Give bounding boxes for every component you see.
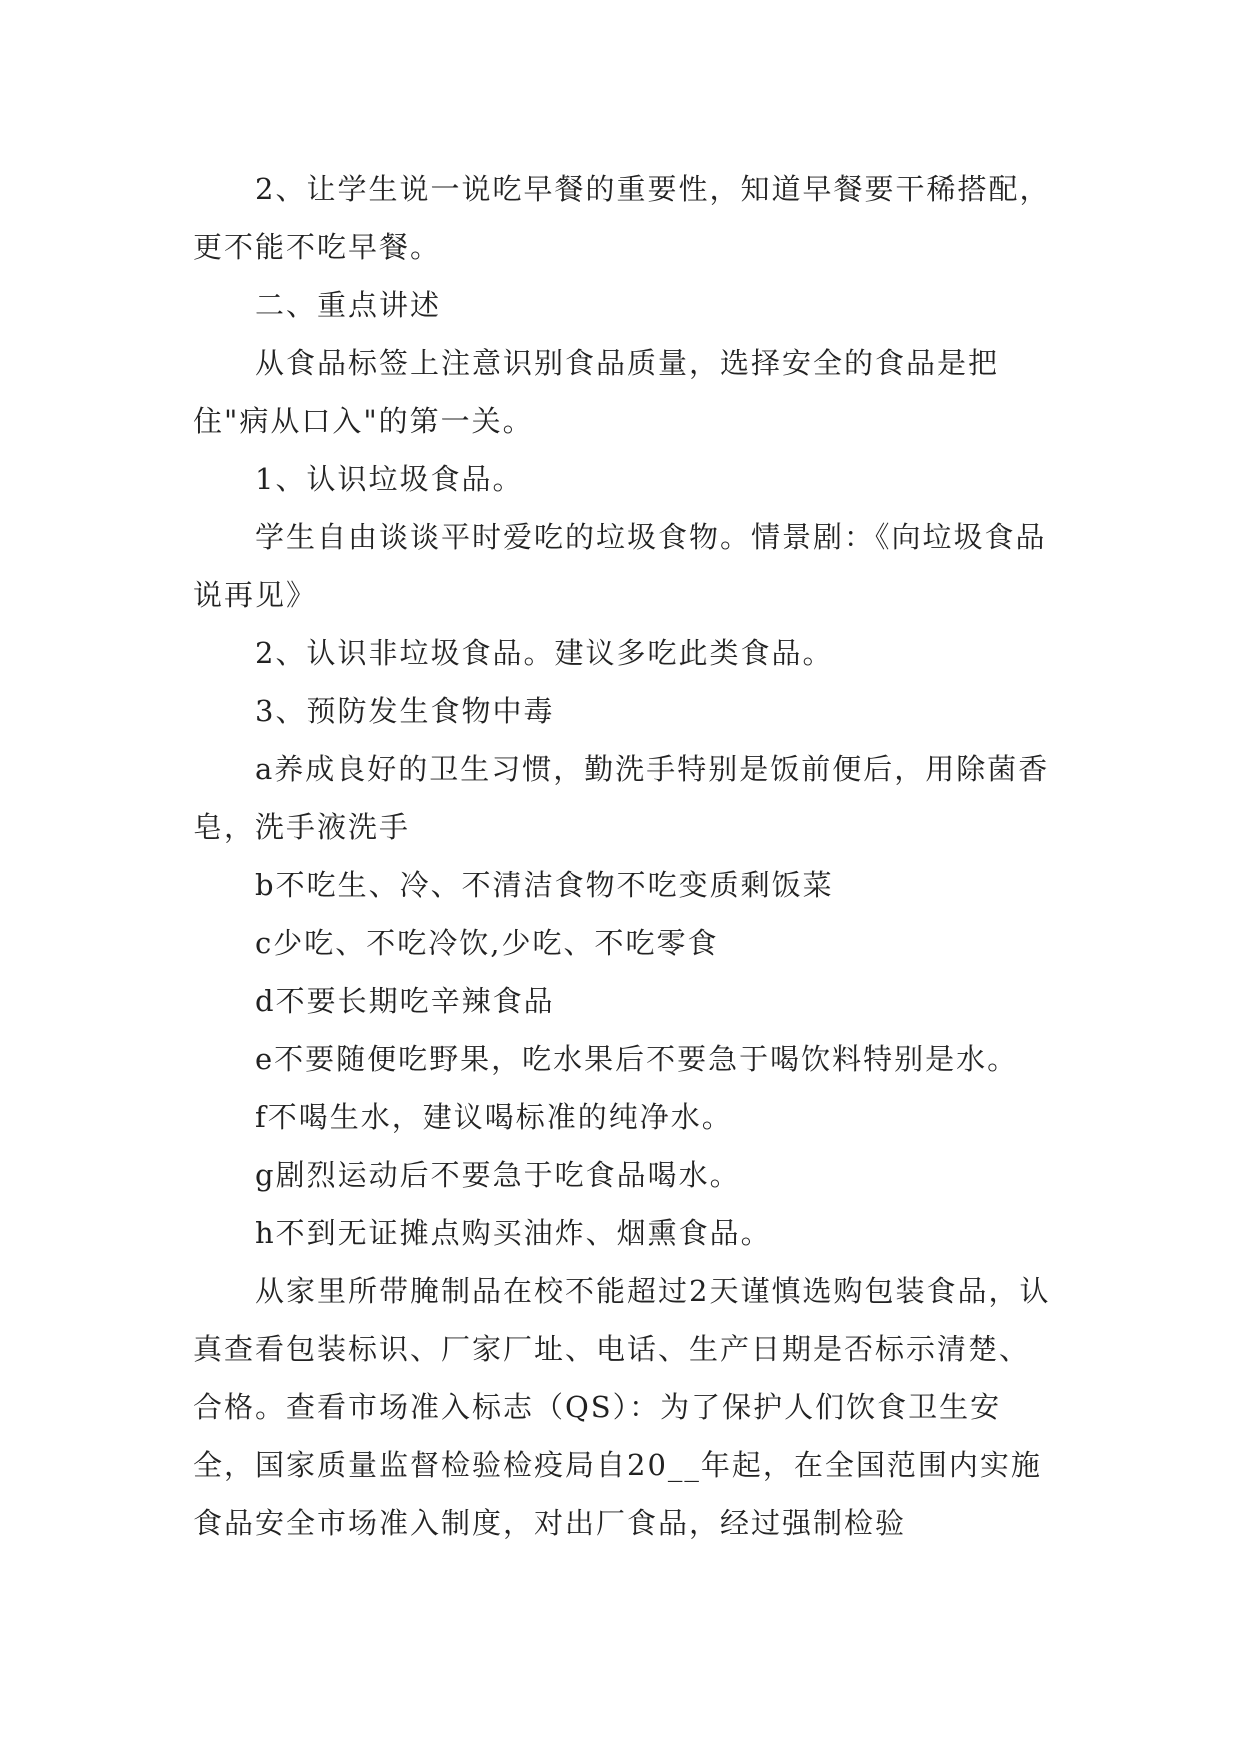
list-item-d: d不要长期吃辛辣食品 (255, 984, 555, 1018)
list-item-non-junk-food: 2、认识非垃圾食品。建议多吃此类食品。 (255, 636, 834, 670)
list-item-a: a养成良好的卫生习惯，勤洗手特别是饭前便后，用除菌香皂，洗手液洗手 (193, 752, 1050, 844)
list-item-junk-food: 1、认识垃圾食品。 (255, 462, 524, 496)
list-item-e: e不要随便吃野果，吃水果后不要急于喝饮料特别是水。 (255, 1042, 1019, 1076)
paragraph-packaged-food: 从家里所带腌制品在校不能超过2天谨慎选购包装食品，认真查看包装标识、厂家厂址、电话、生产日期是否标示清楚、合格。查看市场准入标志（QS）：为了保护人们饮食卫生安全，国家质量监督检验检疫局自20__年起，在全国范围内实施食品安全市场准入制度，对出厂食品，经过强制检验 (193, 1274, 1051, 1540)
list-item-f: f不喝生水，建议喝标准的纯净水。 (255, 1100, 733, 1134)
list-item-food-poisoning: 3、预防发生食物中毒 (255, 694, 555, 728)
paragraph-food-label: 从食品标签上注意识别食品质量，选择安全的食品是把住"病从口入"的第一关。 (193, 346, 1000, 438)
list-item-b: b不吃生、冷、不清洁食物不吃变质剩饭菜 (255, 868, 834, 902)
list-item-g: g剧烈运动后不要急于吃食品喝水。 (255, 1158, 741, 1192)
section-heading-key-points: 二、重点讲述 (255, 288, 442, 322)
list-item-c: c少吃、不吃冷饮,少吃、不吃零食 (255, 926, 719, 960)
list-item-h: h不到无证摊点购买油炸、烟熏食品。 (255, 1216, 772, 1250)
paragraph-junk-food-discussion: 学生自由谈谈平时爱吃的垃圾食物。情景剧：《向垃圾食品说再见》 (193, 520, 1047, 612)
document-body (193, 160, 1053, 1552)
paragraph-breakfast-importance: 2、让学生说一说吃早餐的重要性，知道早餐要干稀搭配，更不能不吃早餐。 (193, 172, 1051, 264)
